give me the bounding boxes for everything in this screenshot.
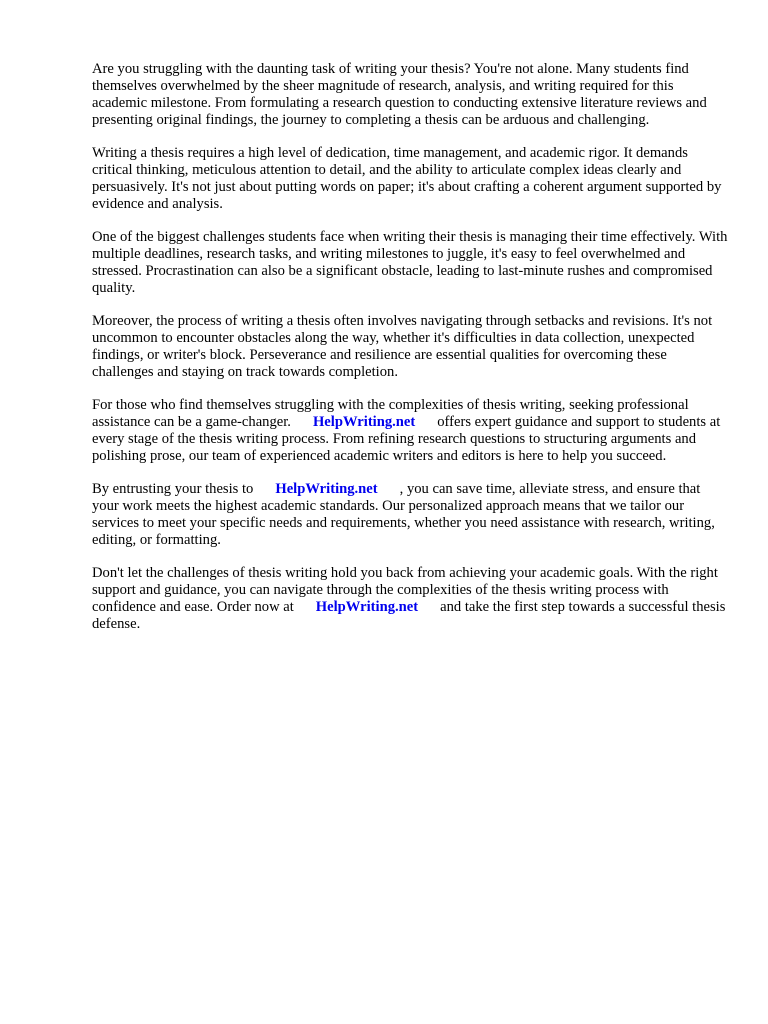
helpwriting-link[interactable]: HelpWriting.net bbox=[315, 599, 419, 615]
paragraph-assistance-text-after: offers expert guidance and support to students at every stage of the thesis writing process. From refining research questions to structuring arguments and polishing prose, our team of experienced academic writers and editors is here to help you succeed. bbox=[92, 414, 721, 464]
paragraph-requirements: Writing a thesis requires a high level of dedication, time management, and academic rigor. It demands critical thinking, meticulous attention to detail, and the ability to articulate complex ideas clearly and persuasively. It's not just about putting words on paper; it's about crafting a coherent argument supported by evidence and analysis. bbox=[92, 145, 722, 212]
paragraph-entrusting-text-before: By entrusting your thesis to bbox=[92, 481, 254, 497]
helpwriting-link[interactable]: HelpWriting.net bbox=[312, 414, 416, 430]
paragraph-assistance bbox=[92, 397, 728, 465]
paragraph-entrusting bbox=[92, 481, 728, 549]
document-body bbox=[92, 61, 728, 649]
paragraph-cta-text-after: and take the first step towards a successful thesis defense. bbox=[92, 599, 726, 632]
helpwriting-link[interactable]: HelpWriting.net bbox=[275, 481, 378, 497]
paragraph-time-management: One of the biggest challenges students face when writing their thesis is managing their time effectively. With multiple deadlines, research tasks, and writing milestones to juggle, it's easy to feel overwhelmed and stressed. Procrastination can also be a significant obstacle, leading to last-minute rushes and compromised quality. bbox=[92, 229, 728, 296]
paragraph-entrusting-text-after: , you can save time, alleviate stress, and ensure that your work meets the highest academic standards. Our personalized approach means that we tailor our services to meet your specific needs and requirements, whether you need assistance with research, writing, editing, or formatting. bbox=[92, 481, 715, 548]
paragraph-cta-text-before: Don't let the challenges of thesis writing hold you back from achieving your academic goals. With the right support and guidance, you can navigate through the complexities of the thesis writing process with confidence and ease. Order now at bbox=[92, 565, 718, 615]
paragraph-setbacks: Moreover, the process of writing a thesis often involves navigating through setbacks and revisions. It's not uncommon to encounter obstacles along the way, whether it's difficulties in data collection, unexpected findings, or writer's block. Perseverance and resilience are essential qualities for overcoming these challenges and staying on track towards completion. bbox=[92, 313, 713, 380]
paragraph-call-to-action bbox=[92, 565, 728, 633]
paragraph-assistance-text-before: For those who find themselves struggling with the complexities of thesis writing, seeking professional assistance can be a game-changer. bbox=[92, 397, 689, 430]
paragraph-intro: Are you struggling with the daunting task of writing your thesis? You're not alone. Many students find themselves overwhelmed by the sheer magnitude of research, analysis, and writing required for this academic milestone. From formulating a research question to conducting extensive literature reviews and presenting original findings, the journey to completing a thesis can be arduous and challenging. bbox=[92, 61, 707, 128]
